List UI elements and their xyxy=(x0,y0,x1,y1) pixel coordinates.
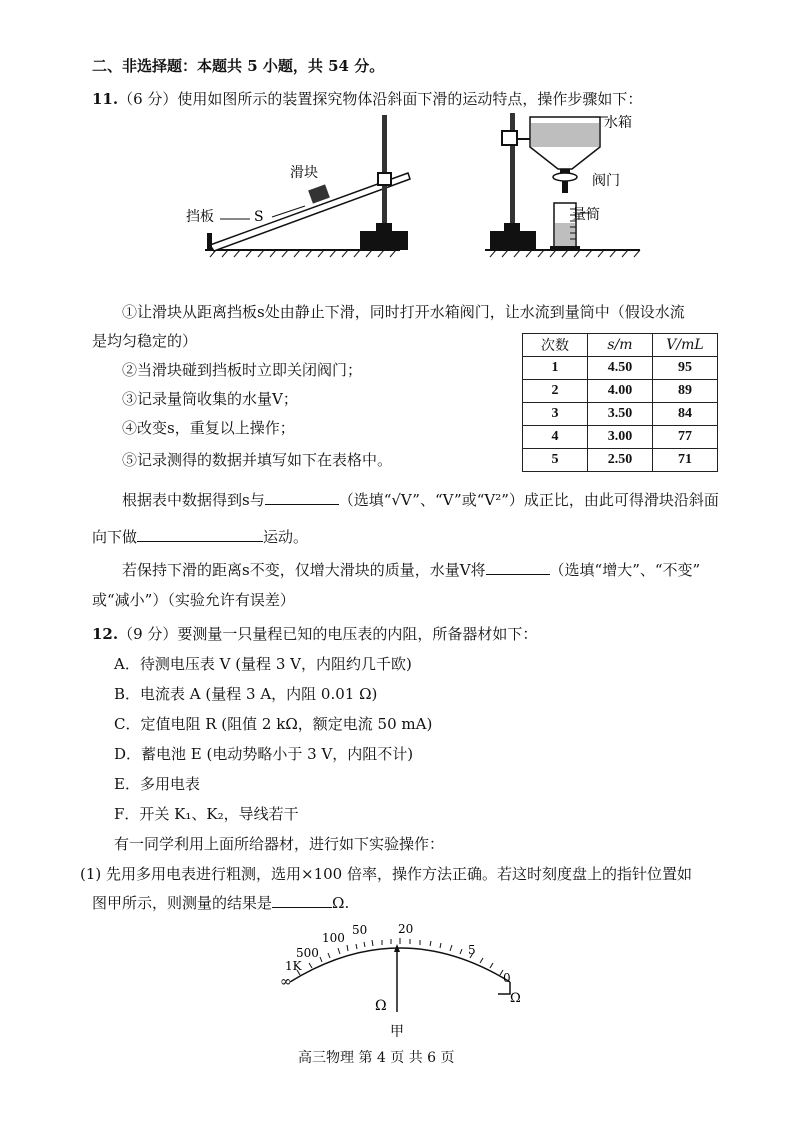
q12-para-7 xyxy=(92,893,349,913)
q11-intro: 使用如图所示的装置探究物体沿斜面下滑的运动特点，操作步骤如下： xyxy=(177,90,643,108)
table-cell: 1 xyxy=(523,357,588,380)
q12-intro: 要测量一只量程已知的电压表的内阻，所备器材如下： xyxy=(177,625,538,643)
table-cell: 3 xyxy=(523,403,588,426)
table-header: V/mL xyxy=(653,334,718,357)
table-cell: 5 xyxy=(523,449,588,472)
table-row xyxy=(523,449,718,472)
label-valve: 阀门 xyxy=(592,173,620,189)
q12-number: 12. xyxy=(92,625,119,643)
table-cell: 89 xyxy=(653,380,718,403)
step-4: ④改变s，重复以上操作； xyxy=(122,419,295,437)
answer-blank-3[interactable] xyxy=(486,560,550,575)
q11-para-3 xyxy=(122,560,700,580)
table-header: 次数 xyxy=(523,334,588,357)
table-cell: 71 xyxy=(653,449,718,472)
q11-para-2a: 向下做 xyxy=(92,528,138,546)
q12-item-b: B．电流表 A (量程 3 A，内阻 0.01 Ω) xyxy=(114,685,378,703)
table-cell: 77 xyxy=(653,426,718,449)
q12-para-7a: 图甲所示，则测量的结果是 xyxy=(92,894,273,912)
section-header: 二、非选择题：本题共 5 小题，共 54 分。 xyxy=(92,57,385,75)
table-cell: 84 xyxy=(653,403,718,426)
q12-item-a: A．待测电压表 V (量程 3 V，内阻约几千欧) xyxy=(114,655,412,673)
q11-para-3a: 若保持下滑的距离s不变，仅增大滑块的质量，水量V将 xyxy=(122,561,486,579)
q12-header xyxy=(92,624,537,644)
dial-label-20: 20 xyxy=(398,922,414,936)
dial-label-500: 500 xyxy=(296,946,319,960)
q12-item-e: E．多用电表 xyxy=(114,775,200,793)
q11-number: 11. xyxy=(92,90,119,108)
table-cell: 2 xyxy=(523,380,588,403)
q12-item-c: C．定值电阻 R (阻值 2 kΩ，额定电流 50 mA) xyxy=(114,715,433,733)
label-slider: 滑块 xyxy=(290,165,318,181)
step-1: ①让滑块从距离挡板s处由静止下滑，同时打开水箱阀门，让水流到量筒中（假设水流 xyxy=(122,303,685,321)
label-distance: S xyxy=(254,209,264,225)
slider-block xyxy=(308,184,330,203)
dial-label-1k: 1K xyxy=(285,959,302,973)
dial-omega-center: Ω xyxy=(375,998,387,1014)
dial-label-5: 5 xyxy=(468,943,476,957)
q11-para-3b: （选填“增大”、“不变” xyxy=(549,561,701,579)
table-row xyxy=(523,403,718,426)
label-baffle: 挡板 xyxy=(186,209,214,225)
step-2: ②当滑块碰到挡板时立即关闭阀门； xyxy=(122,361,363,379)
q11-para-2 xyxy=(92,527,308,547)
dial-omega-right: Ω xyxy=(510,991,521,1006)
q12-para-5: 有一同学利用上面所给器材，进行如下实验操作： xyxy=(114,835,445,853)
table-cell: 4.00 xyxy=(588,380,653,403)
label-tank: 水箱 xyxy=(604,115,632,131)
data-table xyxy=(522,333,718,472)
table-cell: 4.50 xyxy=(588,357,653,380)
table-row xyxy=(523,357,718,380)
step-3: ③记录量筒收集的水量V； xyxy=(122,390,298,408)
q11-para-1a: 根据表中数据得到s与 xyxy=(122,491,265,509)
answer-blank-4[interactable] xyxy=(272,893,332,908)
incline-apparatus xyxy=(205,115,410,257)
q11-para-1b: （选填“√V”、“V”或“V²”）成正比，由此可得滑块沿斜面 xyxy=(338,491,719,509)
dial-label-infinity: ∞ xyxy=(280,974,292,990)
table-cell: 2.50 xyxy=(588,449,653,472)
table-cell: 4 xyxy=(523,426,588,449)
table-cell: 3.50 xyxy=(588,403,653,426)
page-footer: 高三物理 第 4 页 共 6 页 xyxy=(298,1050,455,1066)
q12-item-f: F．开关 K₁、K₂，导线若干 xyxy=(114,805,299,823)
q12-para-6: (1) 先用多用电表进行粗测，选用×100 倍率，操作方法正确。若这时刻度盘上的指针位置如 xyxy=(80,865,692,883)
table-header-row xyxy=(523,334,718,357)
dial-arc xyxy=(290,948,510,982)
answer-blank-2[interactable] xyxy=(137,527,263,542)
table-cell: 3.00 xyxy=(588,426,653,449)
q11-para-2b: 运动。 xyxy=(263,528,309,546)
dial-label-50: 50 xyxy=(352,923,368,937)
dial-label-0: 0 xyxy=(503,971,511,985)
q11-para-4: 或“减小”）（实验允许有误差） xyxy=(92,591,295,609)
answer-blank-1[interactable] xyxy=(265,490,339,505)
q11-para-1 xyxy=(122,490,719,510)
q12-item-d: D．蓄电池 E (电动势略小于 3 V，内阻不计) xyxy=(114,745,414,763)
table-row xyxy=(523,426,718,449)
q11-apparatus-figure xyxy=(150,105,650,280)
ohmmeter-dial-figure xyxy=(260,920,550,1045)
table-row xyxy=(523,380,718,403)
q11-score: （6 分） xyxy=(118,90,178,108)
baffle xyxy=(207,233,212,250)
q12-para-7b: Ω. xyxy=(332,894,350,912)
label-cylinder: 量筒 xyxy=(572,207,600,223)
q12-score: （9 分） xyxy=(118,625,178,643)
table-cell: 95 xyxy=(653,357,718,380)
dial-label-100: 100 xyxy=(322,931,345,945)
step-5: ⑤记录测得的数据并填写如下在表格中。 xyxy=(122,451,393,469)
step-1-cont: 是均匀稳定的） xyxy=(92,332,198,350)
dial-caption: 甲 xyxy=(390,1024,404,1040)
table-header: s/m xyxy=(588,334,653,357)
